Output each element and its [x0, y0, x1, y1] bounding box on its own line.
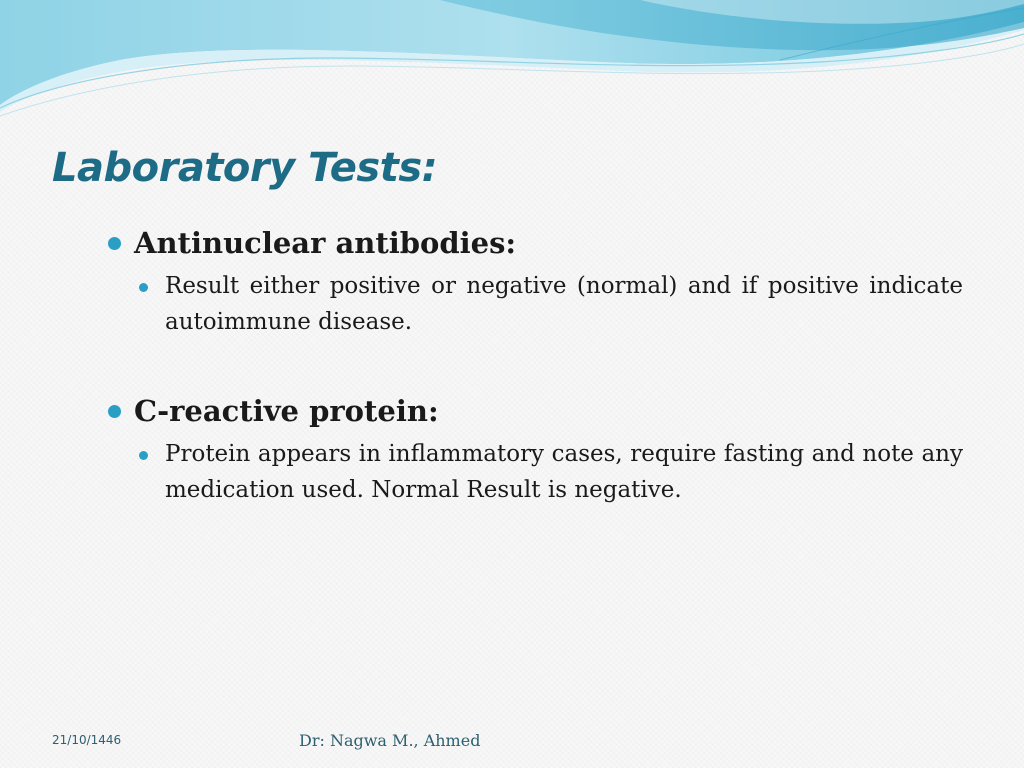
section-heading-text: C-reactive protein:: [134, 394, 439, 428]
section-antinuclear-antibodies: [106, 222, 966, 340]
footer-date: 21/10/1446: [52, 733, 122, 747]
section-heading-text: Antinuclear antibodies:: [134, 226, 517, 260]
header-wave-decoration: [0, 0, 1024, 120]
section-description-text: Result either positive or negative (normal) and if positive indicate autoimmune disease.: [165, 273, 963, 335]
slide-content: [106, 222, 966, 508]
section-description: [165, 268, 963, 340]
section-c-reactive-protein: [106, 390, 966, 508]
sub-bullet-icon: [139, 451, 148, 460]
section-description: [165, 436, 963, 508]
sub-bullet-icon: [139, 283, 148, 292]
section-description-text: Protein appears in inflammatory cases, require fasting and note any medication used. Normal Result is negative.: [165, 441, 963, 503]
slide-title: Laboratory Tests:: [52, 145, 438, 191]
bullet-icon: [108, 405, 121, 418]
section-heading: [106, 390, 966, 432]
bullet-icon: [108, 237, 121, 250]
section-heading: [106, 222, 966, 264]
footer-author: Dr: Nagwa M., Ahmed: [299, 731, 481, 750]
